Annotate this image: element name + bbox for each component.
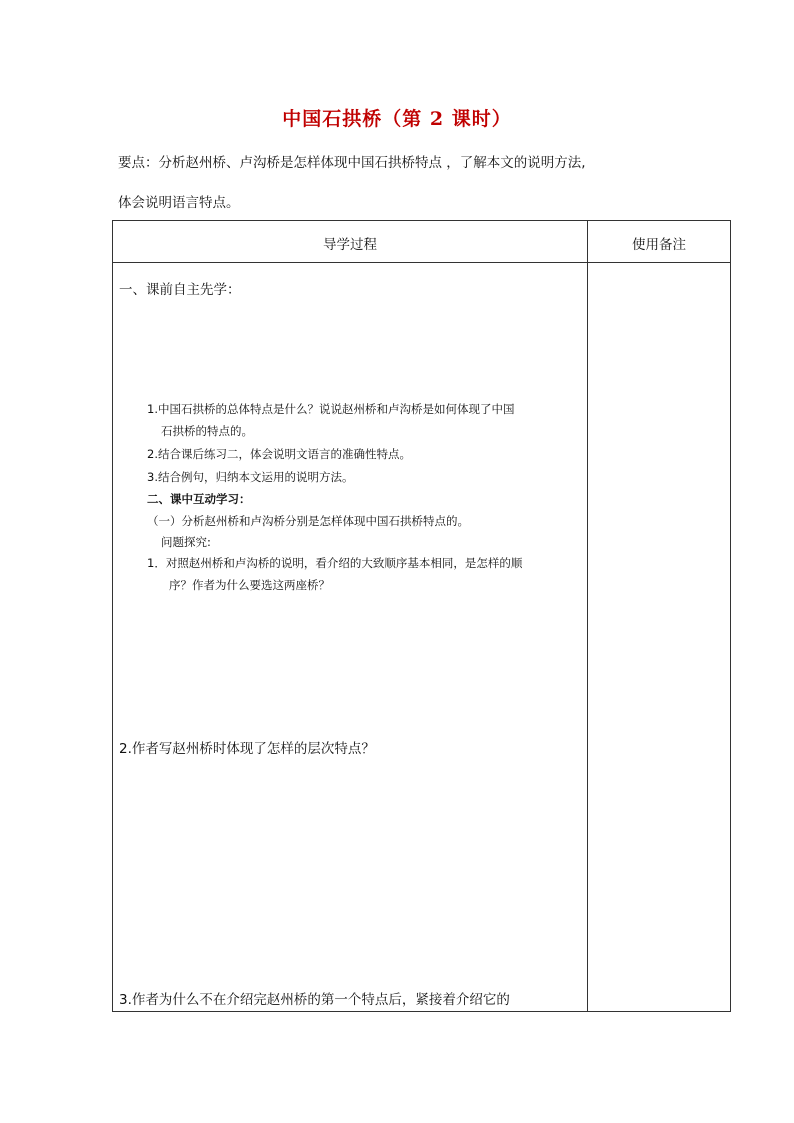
key-points-line-2: 体会说明语言特点。 bbox=[118, 195, 240, 211]
column-divider bbox=[587, 221, 588, 1011]
item-3: 3.结合例句，归纳本文运用的说明方法。 bbox=[147, 470, 354, 484]
question-explore-label: 问题探究: bbox=[161, 535, 211, 549]
question-3: 3.作者为什么不在介绍完赵州桥的第一个特点后，紧接着介绍它的 bbox=[119, 992, 510, 1008]
item-2: 2.结合课后练习二，体会说明文语言的准确性特点。 bbox=[147, 447, 411, 461]
section-pre-class: 一、课前自主先学： bbox=[119, 282, 241, 298]
question-1-line-b: 序？作者为什么要选这两座桥？ bbox=[169, 578, 330, 592]
item-1-line-a: 1.中国石拱桥的总体特点是什么？说说赵州桥和卢沟桥是如何体现了中国 bbox=[147, 402, 515, 416]
sub-section-1: （一）分析赵州桥和卢沟桥分别是怎样体现中国石拱桥特点的。 bbox=[147, 514, 469, 528]
item-1-line-b: 石拱桥的特点的。 bbox=[161, 424, 253, 438]
guide-process-cell bbox=[113, 263, 587, 1012]
header-guide-process: 导学过程 bbox=[323, 237, 377, 253]
page-title: 中国石拱桥（第 2 课时） bbox=[282, 108, 512, 130]
question-2: 2.作者写赵州桥时体现了怎样的层次特点？ bbox=[119, 741, 375, 757]
section-in-class: 二、课中互动学习： bbox=[147, 492, 251, 506]
study-guide-table bbox=[112, 220, 731, 1012]
header-usage-notes: 使用备注 bbox=[632, 237, 686, 253]
key-points-line-1: 要点：分析赵州桥、卢沟桥是怎样体现中国石拱桥特点 ，了解本文的说明方法, bbox=[118, 155, 586, 171]
question-1-line-a: 1．对照赵州桥和卢沟桥的说明，看介绍的大致顺序基本相同，是怎样的顺 bbox=[147, 556, 523, 570]
